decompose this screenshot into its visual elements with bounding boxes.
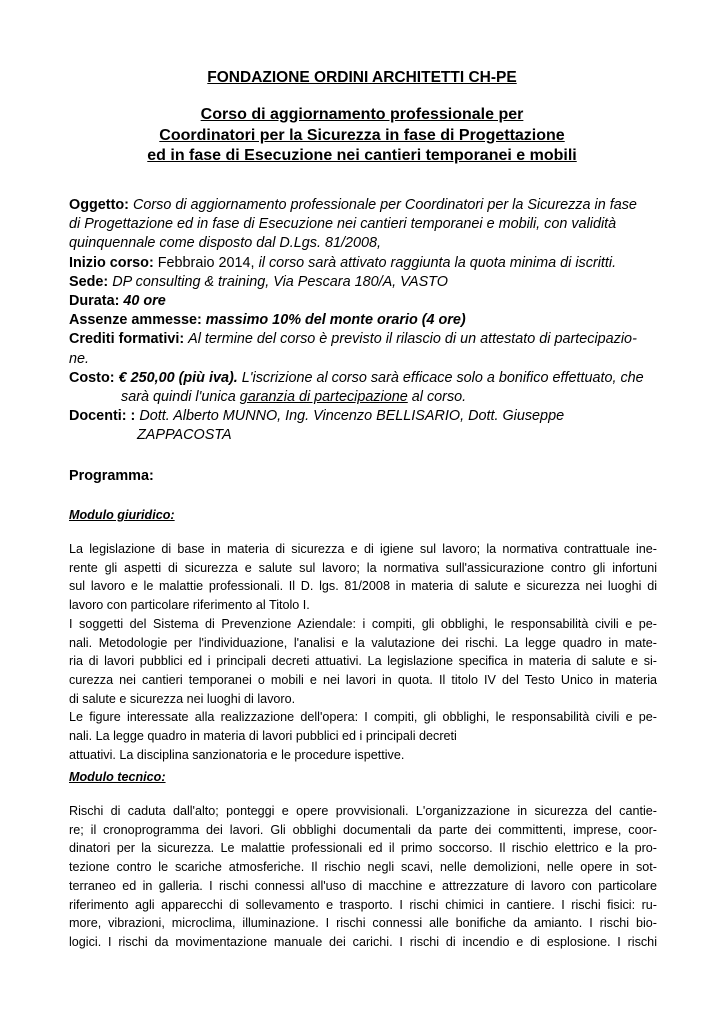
text-line: logici. I rischi da movimentazione manuale dei carichi. I rischi di incendio e di esplosione. I rischi: [69, 934, 657, 949]
course-title: [0, 105, 724, 167]
sede-line: [69, 273, 659, 292]
text-line: rente gli aspetti di sicurezza e salute sul lavoro; la normativa sull'assicurazione contro gli infortuni: [69, 560, 657, 575]
course-title-line: Coordinatori per la Sicurezza in fase di Progettazione: [159, 126, 565, 144]
organization-heading: FONDAZIONE ORDINI ARCHITETTI CH-PE: [207, 69, 517, 86]
assenze-line: [69, 311, 659, 330]
text-line: attuativi. La disciplina sanzionatoria e le procedure ispettive.: [69, 747, 405, 762]
sede-value: DP consulting & training, Via Pescara 180/A, VASTO: [112, 273, 448, 290]
inizio-value: Febbraio 2014,: [157, 254, 255, 271]
costo-value: € 250,00 (più iva).: [118, 369, 238, 386]
text-line: re; il cronoprogramma dei lavori. Gli obblighi documentali da parte dei committenti, imprese, coor-: [69, 822, 657, 837]
course-info: [69, 196, 659, 446]
text-line: dinatori per la sicurezza. Le malattie professionali ed il primo soccorso. Il rischio elettrico e la pro-: [69, 841, 657, 856]
durata-label: Durata:: [69, 293, 120, 310]
docenti-names: Dott. Alberto MUNNO, Ing. Vincenzo BELLISARIO, Dott. Giuseppe: [139, 408, 565, 425]
oggetto-label: Oggetto:: [69, 197, 129, 213]
inizio-label: Inizio corso:: [69, 254, 154, 271]
costo-guarantee: garanzia di partecipazione: [239, 389, 408, 406]
text-line: sul lavoro e le malattie professionali. Il D. lgs. 81/2008 in materia di salute e sicurezza nei luoghi di: [69, 579, 657, 594]
text-line: di salute e sicurezza nei luoghi di lavoro.: [69, 691, 296, 706]
crediti-label: Crediti formativi:: [69, 331, 185, 348]
costo-label: Costo:: [69, 369, 115, 386]
text-line: more, vibrazioni, microclima, illuminazione. I rischi connessi alle bonifiche da amianto. I rischi bio-: [69, 916, 657, 931]
programma-heading: Programma:: [69, 468, 154, 484]
costo-note: sarà quindi l'unica: [121, 389, 236, 406]
text-line: nali. La legge quadro in materia di lavori pubblici ed i principali decreti: [69, 729, 457, 744]
text-line: Le figure interessate alla realizzazione dell'opera: I compiti, gli obblighi, le responsabilità civili e pe-: [69, 710, 657, 725]
modulo-giuridico-text: [69, 540, 657, 764]
crediti-text: Al termine del corso è previsto il rilascio di un attestato di partecipazio-: [188, 331, 637, 348]
docenti-line: [69, 407, 659, 426]
docenti-names: ZAPPACOSTA: [137, 427, 232, 444]
oggetto-text: Corso di aggiornamento professionale per Coordinatori per la Sicurezza in fase: [132, 197, 637, 213]
crediti-text: ne.: [69, 350, 90, 367]
sede-label: Sede:: [69, 273, 109, 290]
modulo-tecnico-title: Modulo tecnico:: [69, 770, 166, 784]
costo-line: [69, 369, 659, 388]
costo-note: L'iscrizione al corso sarà efficace solo a bonifico effettuato, che: [241, 369, 644, 386]
oggetto-line: [69, 196, 659, 215]
text-line: riferimento agli apparecchi di sollevamento e trasporto. I rischi chimici in cantiere. I rischi fisici: ru-: [69, 897, 657, 912]
text-line: La legislazione di base in materia di sicurezza e di igiene sul lavoro; la normativa contrattuale ine-: [69, 542, 657, 556]
text-line: terraneo ed in galleria. I rischi connessi all'uso di macchine e attrezzature di lavoro con particolare: [69, 878, 657, 893]
durata-line: [69, 292, 659, 311]
durata-value: 40 ore: [123, 293, 166, 310]
modulo-tecnico-text: [69, 802, 657, 952]
assenze-value: massimo 10% del monte orario (4 ore): [205, 312, 466, 329]
oggetto-text: quinquennale come disposto dal D.Lgs. 81/2008,: [69, 235, 382, 252]
text-line: curezza nei cantieri temporanei o mobili e nei lavori in quota. Il titolo IV del Testo Unico in materia: [69, 672, 657, 687]
course-title-line: Corso di aggiornamento professionale per: [200, 106, 524, 123]
crediti-line: [69, 330, 659, 349]
modulo-giuridico-title: Modulo giuridico:: [69, 508, 175, 522]
costo-note: al corso.: [411, 389, 467, 406]
text-line: I soggetti del Sistema di Prevenzione Aziendale: i compiti, gli obblighi, le responsabilità civili e pe-: [69, 616, 657, 631]
oggetto-text: di Progettazione ed in fase di Esecuzione nei cantieri temporanei e mobili, con validità: [69, 216, 617, 233]
text-line: lavoro con particolare riferimento al Titolo I.: [69, 598, 310, 613]
docenti-label: Docenti: :: [69, 408, 136, 425]
text-line: Rischi di caduta dall'alto; ponteggi e opere provvisionali. L'organizzazione in sicurezza del cantie-: [69, 804, 657, 818]
text-line: ria di lavori pubblici ed i principali decreti attuativi. La legislazione specifica in materia di salute e si-: [69, 654, 657, 669]
costo-note-line: [69, 388, 659, 407]
assenze-label: Assenze ammesse:: [69, 312, 202, 329]
course-title-line: ed in fase di Esecuzione nei cantieri temporanei e mobili: [147, 147, 577, 164]
text-line: nali. Metodologie per l'individuazione, l'analisi e la valutazione dei rischi. La legge quadro in mate-: [69, 635, 657, 650]
inizio-note: il corso sarà attivato raggiunta la quota minima di iscritti.: [258, 254, 617, 271]
inizio-line: [69, 254, 659, 273]
text-line: tezione contro le scariche atmosferiche. Il rischio negli scavi, nelle demolizioni, nelle opere in sot-: [69, 860, 657, 875]
